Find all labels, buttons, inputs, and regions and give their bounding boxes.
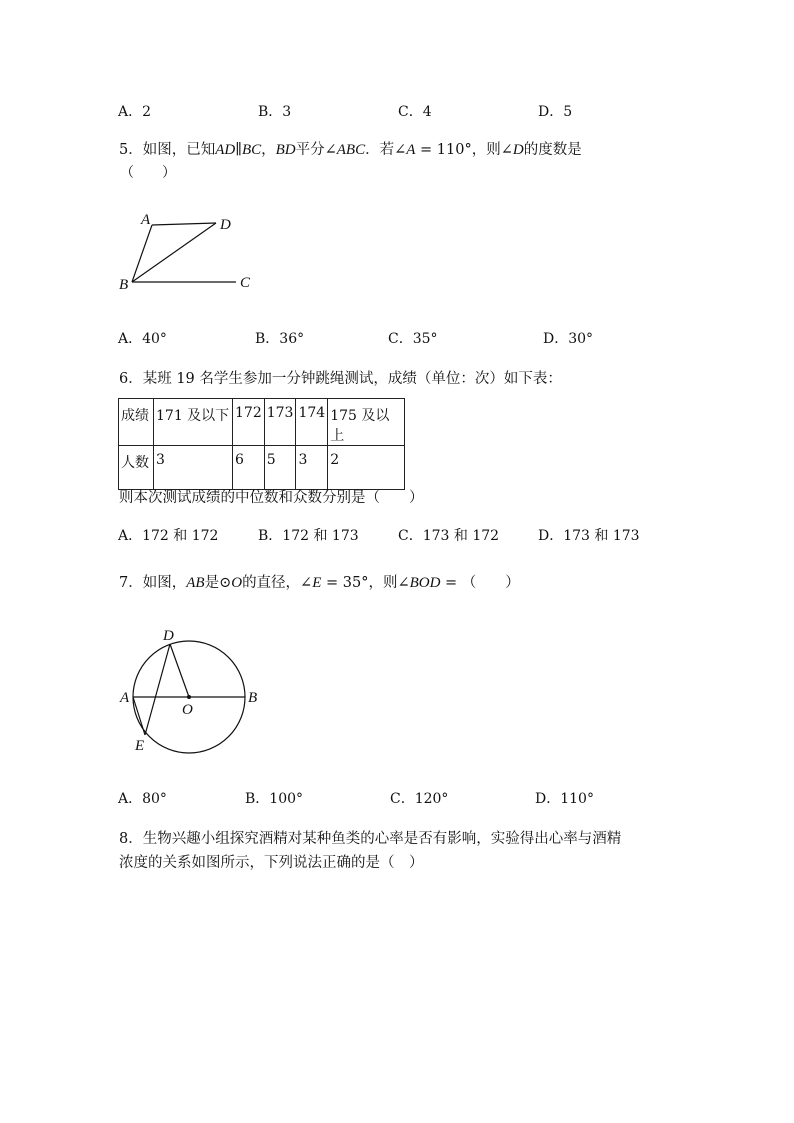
label-a: A [120,690,130,706]
q5-option-d: D．30° [543,331,594,347]
angle-bod: BOD [409,575,441,591]
table-cell: 173 [264,399,296,446]
angle-e: E [312,575,322,591]
q7-stem: 7．如图，AB是⊙O的直径，∠E = 35°，则∠BOD = （ ） [119,575,520,591]
q6-stem: 6．某班 19 名学生参加一分钟跳绳测试，成绩（单位：次）如下表： [119,371,562,387]
label-a: A [141,212,151,228]
segment-ab: AB [186,575,205,591]
q7-figure [110,622,270,757]
table-cell: 人数 [119,446,154,490]
table-cell: 175 及以上 [328,399,405,446]
table-cell: 5 [264,446,296,490]
q4-option-b: B．3 [258,104,292,120]
score-table [118,398,405,490]
table-cell: 6 [233,446,265,490]
segment-ad: AD [215,142,236,158]
label-b: B [119,277,129,293]
q7-option-b: B．100° [245,791,304,807]
segment-ab-line [132,225,152,282]
q5-stem: 5．如图，已知AD∥BC，BD平分∠ABC．若∠A = 110°，则∠D的度数是 [119,142,582,158]
q4-option-a: A．2 [118,104,152,120]
q5-option-c: C．35° [388,331,438,347]
table-cell: 174 [296,399,328,446]
angle-abc: ABC [336,142,366,158]
label-d: D [163,628,174,644]
circle-symbol: ⊙ [219,575,232,591]
q6-followup: 则本次测试成绩的中位数和众数分别是（ ） [119,490,424,506]
segment-ad-line [152,223,216,225]
label-b: B [248,690,258,706]
q6-option-b: B．172 和 173 [258,528,359,544]
center-o: O [231,575,243,591]
q6-option-d: D．173 和 173 [538,528,640,544]
q8-stem-line2: 浓度的关系如图所示，下列说法正确的是（ ） [119,855,424,871]
label-o: O [182,702,193,718]
label-d: D [220,217,231,233]
segment-ae [133,697,145,735]
label-e: E [135,738,145,754]
q5-answer-paren: （ ） [120,165,176,181]
q6-option-c: C．173 和 172 [398,528,500,544]
q4-option-d: D．5 [538,104,573,120]
q7-option-c: C．120° [390,791,449,807]
table-header-row [119,399,405,446]
center-point [187,695,191,699]
segment-bc: BC [241,142,262,158]
angle-d: D [512,142,524,158]
angle-a: A [406,142,416,158]
table-cell: 成绩 [119,399,154,446]
q4-option-c: C．4 [398,104,432,120]
q8-stem-line1: 8．生物兴趣小组探究酒精对某种鱼类的心率是否有影响，实验得出心率与酒精 [119,831,622,847]
label-c: C [240,275,251,291]
q5-option-b: B．36° [255,331,305,347]
table-cell: 3 [154,446,233,490]
q7-option-a: A．80° [118,791,167,807]
table-cell: 172 [233,399,265,446]
segment-do [170,644,189,697]
parallel-symbol: ∥ [235,142,242,158]
q5-option-a: A．40° [118,331,167,347]
table-cell: 3 [296,446,328,490]
segment-bd: BD [275,142,296,158]
table-cell: 2 [328,446,405,490]
segment-bd-line [132,223,216,282]
table-row [119,446,405,490]
q5-figure [110,205,270,300]
q6-option-a: A．172 和 172 [118,528,219,544]
table-cell: 171 及以下 [154,399,233,446]
q7-option-d: D．110° [535,791,594,807]
